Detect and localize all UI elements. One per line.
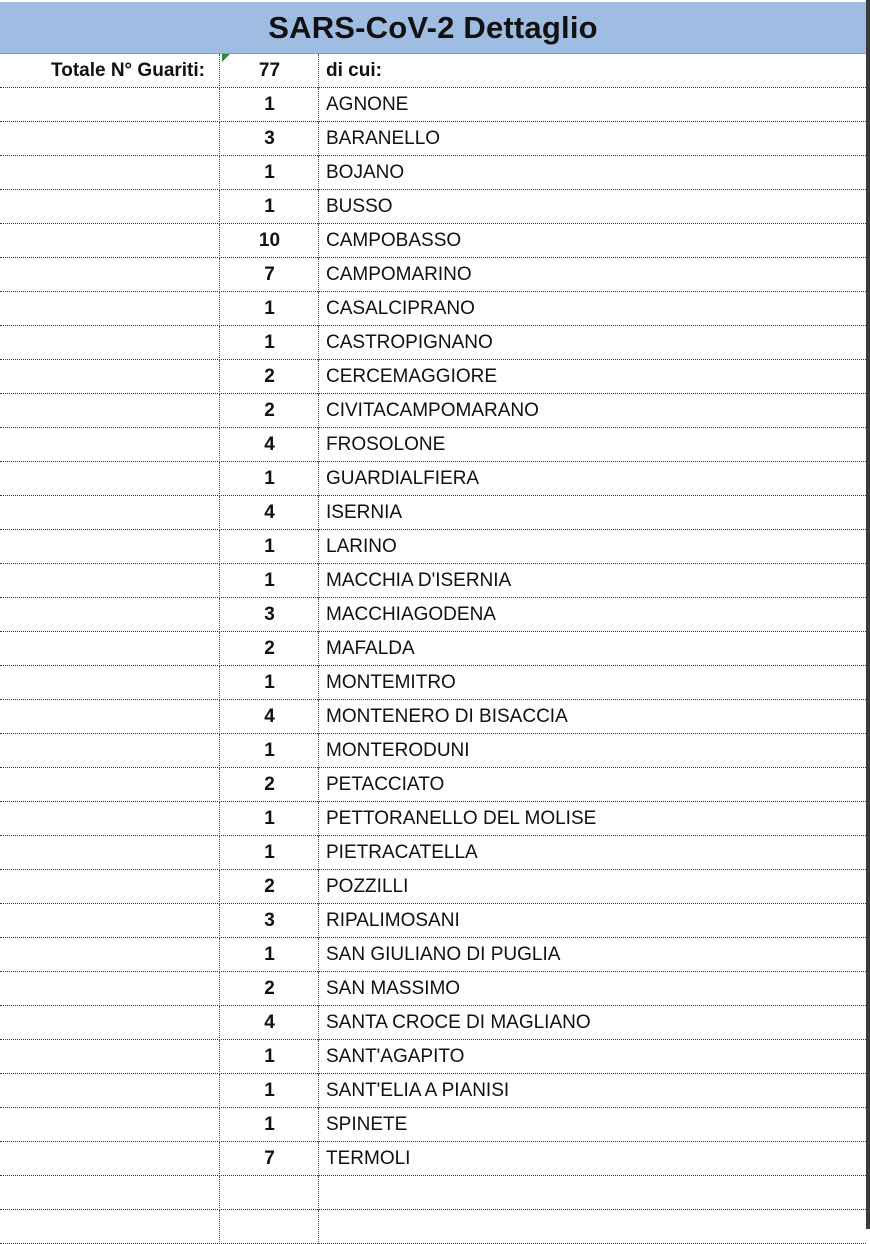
count-cell[interactable]: 2 [221, 972, 319, 1006]
count-cell[interactable]: 1 [221, 734, 319, 768]
town-cell[interactable]: ISERNIA [326, 502, 403, 523]
count-cell[interactable]: 1 [221, 1040, 319, 1074]
table-row [0, 530, 866, 564]
empty-cell[interactable] [0, 360, 220, 394]
table-row [0, 292, 866, 326]
town-cell[interactable]: PETACCIATO [326, 774, 445, 795]
table-row [0, 326, 866, 360]
empty-cell[interactable] [0, 1108, 220, 1142]
empty-cell[interactable] [0, 530, 220, 564]
count-cell[interactable]: 7 [221, 258, 319, 292]
empty-cell[interactable] [0, 904, 220, 938]
count-cell[interactable]: 1 [221, 1074, 319, 1108]
empty-cell[interactable] [0, 802, 220, 836]
table-row [0, 122, 866, 156]
town-cell[interactable] [320, 1176, 866, 1210]
empty-cell[interactable] [0, 224, 220, 258]
table-row [0, 734, 866, 768]
table-row [0, 394, 866, 428]
empty-cell[interactable] [0, 1040, 220, 1074]
empty-cell[interactable] [0, 258, 220, 292]
count-cell[interactable]: 7 [221, 1142, 319, 1176]
count-cell[interactable]: 1 [221, 802, 319, 836]
table-row [0, 598, 866, 632]
empty-cell[interactable] [0, 190, 220, 224]
table-row [0, 700, 866, 734]
count-cell[interactable]: 1 [221, 530, 319, 564]
count-cell[interactable]: 4 [221, 496, 319, 530]
empty-cell[interactable] [0, 666, 220, 700]
count-cell[interactable]: 4 [221, 700, 319, 734]
count-cell[interactable]: 2 [221, 870, 319, 904]
town-cell[interactable]: GUARDIALFIERA [326, 468, 480, 489]
count-cell[interactable]: 1 [221, 190, 319, 224]
town-cell[interactable]: POZZILLI [326, 876, 409, 897]
empty-cell[interactable] [0, 428, 220, 462]
town-cell[interactable]: LARINO [326, 536, 397, 557]
table-row [0, 1108, 866, 1142]
town-cell[interactable]: SAN GIULIANO DI PUGLIA [326, 944, 561, 965]
count-cell[interactable]: 1 [221, 564, 319, 598]
table-row [0, 1142, 866, 1176]
town-cell[interactable]: CAMPOBASSO [326, 230, 462, 251]
table-row [0, 836, 866, 870]
count-cell[interactable]: 1 [221, 666, 319, 700]
empty-cell[interactable] [0, 1176, 220, 1210]
count-cell[interactable]: 3 [221, 598, 319, 632]
count-cell[interactable]: 2 [221, 768, 319, 802]
empty-cell[interactable] [0, 326, 220, 360]
town-cell[interactable]: CAMPOMARINO [326, 264, 472, 285]
empty-cell[interactable] [0, 564, 220, 598]
count-cell[interactable]: 4 [221, 1006, 319, 1040]
town-cell[interactable]: BUSSO [326, 196, 393, 217]
table-row [0, 632, 866, 666]
empty-cell[interactable] [0, 1210, 220, 1244]
title-bar [0, 2, 866, 54]
empty-cell[interactable] [0, 122, 220, 156]
count-cell[interactable] [221, 1210, 319, 1244]
count-cell[interactable]: 1 [221, 156, 319, 190]
town-cell[interactable]: MONTENERO DI BISACCIA [326, 706, 568, 727]
empty-cell[interactable] [0, 632, 220, 666]
town-cell[interactable]: BOJANO [326, 162, 405, 183]
count-cell[interactable]: 1 [221, 1108, 319, 1142]
empty-cell[interactable] [0, 1142, 220, 1176]
town-cell[interactable]: PIETRACATELLA [326, 842, 478, 863]
town-cell[interactable]: FROSOLONE [326, 434, 446, 455]
total-label-cell[interactable]: Totale N° Guariti: [0, 54, 220, 88]
empty-cell[interactable] [0, 734, 220, 768]
table-row [0, 972, 866, 1006]
empty-cell[interactable] [0, 938, 220, 972]
table-row [0, 1006, 866, 1040]
empty-cell[interactable] [0, 462, 220, 496]
table-row [0, 870, 866, 904]
cell-indicator-icon [222, 54, 230, 62]
town-cell[interactable]: SANT'ELIA A PIANISI [326, 1080, 510, 1101]
town-cell[interactable]: CASALCIPRANO [326, 298, 475, 319]
town-cell[interactable] [320, 1210, 866, 1244]
town-cell[interactable]: PETTORANELLO DEL MOLISE [326, 808, 597, 829]
table-row [0, 190, 866, 224]
empty-cell[interactable] [0, 496, 220, 530]
town-cell[interactable]: TERMOLI [326, 1148, 411, 1169]
count-cell[interactable]: 3 [221, 122, 319, 156]
count-cell[interactable]: 4 [221, 428, 319, 462]
town-cell[interactable]: RIPALIMOSANI [326, 910, 460, 931]
table-row [0, 156, 866, 190]
table-row [0, 938, 866, 972]
count-cell[interactable]: 2 [221, 360, 319, 394]
empty-cell[interactable] [0, 1074, 220, 1108]
town-cell[interactable]: MACCHIA D'ISERNIA [326, 570, 512, 591]
table-row [0, 88, 866, 122]
empty-cell[interactable] [0, 598, 220, 632]
town-cell[interactable]: MONTEMITRO [326, 672, 456, 693]
town-cell[interactable]: BARANELLO [326, 128, 441, 149]
empty-cell[interactable] [0, 870, 220, 904]
table-row [0, 1210, 866, 1244]
window-edge [866, 0, 870, 1229]
table-row [0, 1074, 866, 1108]
sheet-title: SARS-CoV-2 Dettaglio [268, 9, 598, 45]
summary-row [0, 54, 866, 88]
table-row [0, 496, 866, 530]
table-row [0, 768, 866, 802]
count-cell[interactable]: 1 [221, 462, 319, 496]
count-cell[interactable]: 2 [221, 632, 319, 666]
empty-cell[interactable] [0, 700, 220, 734]
table-row [0, 360, 866, 394]
table-row [0, 904, 866, 938]
count-cell[interactable]: 2 [221, 394, 319, 428]
empty-cell[interactable] [0, 292, 220, 326]
town-cell[interactable]: CERCEMAGGIORE [326, 366, 498, 387]
town-cell[interactable]: MACCHIAGODENA [326, 604, 496, 625]
total-count-cell[interactable]: 77 [221, 54, 319, 88]
table-row [0, 666, 866, 700]
count-cell[interactable]: 3 [221, 904, 319, 938]
empty-cell[interactable] [0, 88, 220, 122]
table-row [0, 224, 866, 258]
count-cell[interactable] [221, 1176, 319, 1210]
town-cell[interactable]: SANTA CROCE DI MAGLIANO [326, 1012, 591, 1033]
table-row [0, 1040, 866, 1074]
empty-cell[interactable] [0, 1006, 220, 1040]
table-row [0, 462, 866, 496]
town-cell[interactable]: CASTROPIGNANO [326, 332, 493, 353]
suffix-cell[interactable]: di cui: [326, 60, 382, 81]
table-row [0, 564, 866, 598]
empty-cell[interactable] [0, 768, 220, 802]
table-row [0, 1176, 866, 1210]
count-cell[interactable]: 10 [221, 224, 319, 258]
town-cell[interactable]: SPINETE [326, 1114, 408, 1135]
count-cell[interactable]: 1 [221, 938, 319, 972]
town-cell[interactable]: MAFALDA [326, 638, 415, 659]
town-cell[interactable]: CIVITACAMPOMARANO [326, 400, 539, 421]
empty-cell[interactable] [0, 972, 220, 1006]
table-row [0, 428, 866, 462]
town-cell[interactable]: MONTERODUNI [326, 740, 470, 761]
town-cell[interactable]: SAN MASSIMO [326, 978, 461, 999]
table-row [0, 802, 866, 836]
count-cell[interactable]: 1 [221, 326, 319, 360]
count-cell[interactable]: 1 [221, 836, 319, 870]
empty-cell[interactable] [0, 836, 220, 870]
town-cell[interactable]: AGNONE [326, 94, 409, 115]
count-cell[interactable]: 1 [221, 88, 319, 122]
empty-cell[interactable] [0, 156, 220, 190]
count-cell[interactable]: 1 [221, 292, 319, 326]
empty-cell[interactable] [0, 394, 220, 428]
town-cell[interactable]: SANT'AGAPITO [326, 1046, 465, 1067]
table-row [0, 258, 866, 292]
